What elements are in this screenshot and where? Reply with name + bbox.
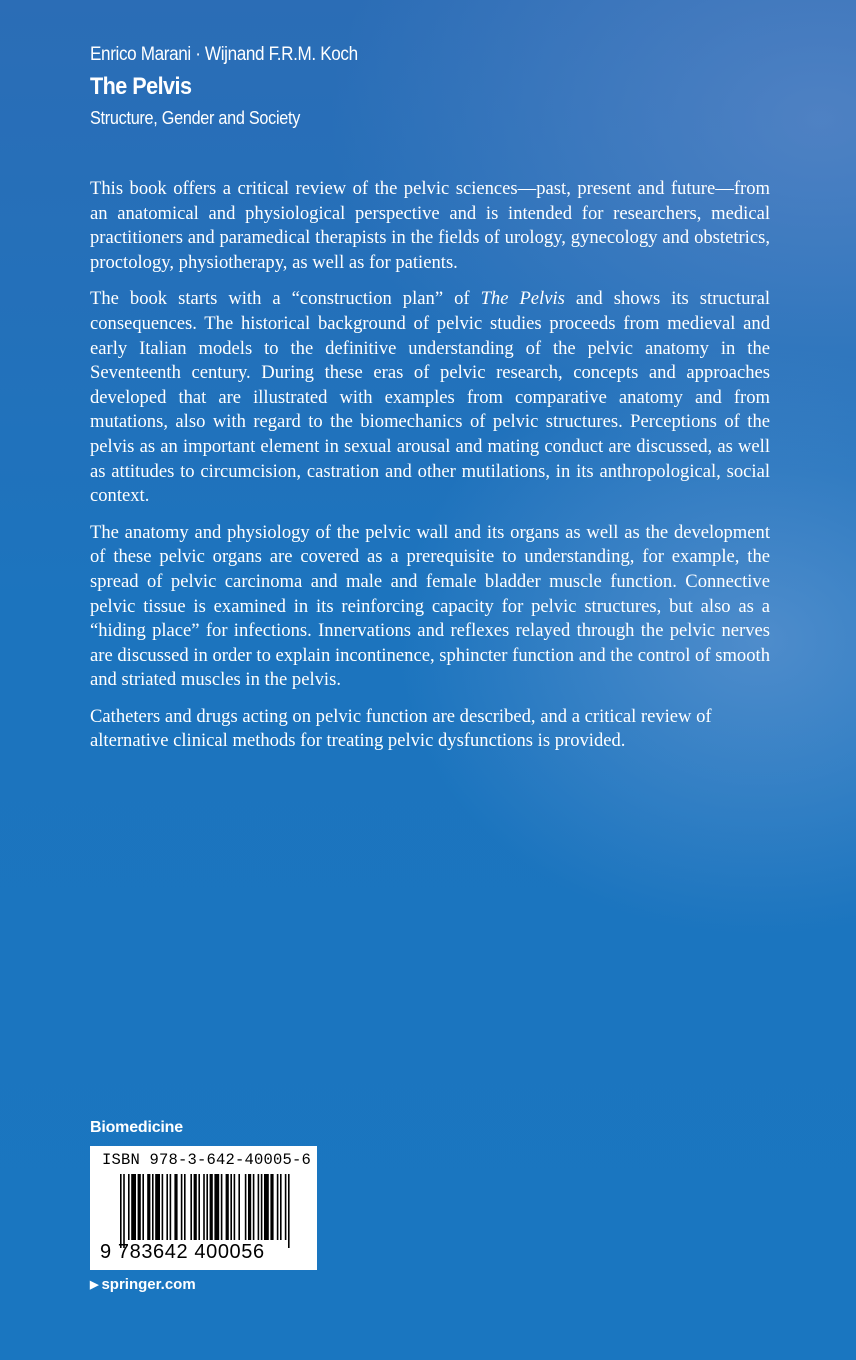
- barcode-bar: [184, 1174, 186, 1240]
- barcode-bar: [128, 1174, 130, 1240]
- barcode-bar: [198, 1174, 200, 1240]
- isbn-number: ISBN 978-3-642-40005-6: [102, 1151, 312, 1169]
- barcode-bar: [170, 1174, 172, 1240]
- blurb-paragraph-3: The anatomy and physiology of the pelvic wall and its organs as well as the development of these pelvic organs are covered as a prerequisite to understanding, for example, the spread of pelvic carcinoma and male and female bladder muscle function. Connective pelvic tissue is examined in its reinforcing capacity for pelvic structures, but also as a “hiding place” for infections. Innervations and reflexes relayed through the pelvic nerves are discussed in order to explain incontinence, sphincter function and the control of smooth and striated muscles in the pelvis.: [90, 521, 770, 691]
- barcode-bar: [166, 1174, 168, 1240]
- barcode-bar: [210, 1174, 213, 1240]
- blurb-paragraph-2-start: The book starts with a “construction plan” of: [90, 288, 481, 310]
- publisher-link[interactable]: [90, 1276, 196, 1293]
- barcode-bar: [214, 1174, 219, 1240]
- barcode-bar: [138, 1174, 141, 1240]
- barcode-bar: [206, 1174, 208, 1240]
- barcode-bar: [174, 1174, 177, 1240]
- barcode-bar: [258, 1174, 260, 1240]
- barcode-bar: [230, 1174, 232, 1240]
- book-subtitle: Structure, Gender and Society: [90, 108, 301, 128]
- barcode-bar: [253, 1174, 255, 1240]
- barcode-bar: [234, 1174, 236, 1240]
- barcode-bar: [261, 1174, 263, 1240]
- barcode-bar: [203, 1174, 205, 1240]
- barcode-bar: [155, 1174, 160, 1240]
- barcode-bar: [248, 1174, 251, 1240]
- category-label: Biomedicine: [90, 1119, 183, 1136]
- blurb-paragraph-1: This book offers a critical review of the pelvic sciences—past, present and future—from an anatomical and physiological perspective and is intended for researchers, medical practitioners and paramedical therapists in the fields of urology, gynecology and obstetrics, proctology, physiotherapy, as well as for patients.: [90, 178, 770, 273]
- blurb: [90, 177, 770, 766]
- authors: Enrico Marani · Wijnand F.R.M. Koch: [90, 44, 358, 65]
- barcode-bar: [270, 1174, 273, 1240]
- barcode-bar: [245, 1174, 247, 1240]
- barcode-bar: [221, 1174, 223, 1240]
- publisher-url: springer.com: [101, 1276, 196, 1293]
- barcode-bar: [194, 1174, 197, 1240]
- barcode-bar: [190, 1174, 192, 1240]
- book-title: The Pelvis: [90, 73, 192, 100]
- barcode-bar: [123, 1174, 125, 1248]
- barcode-bar: [142, 1174, 144, 1240]
- barcode-bar: [285, 1174, 287, 1240]
- barcode-bar: [288, 1174, 290, 1248]
- blurb-paragraph-4: Catheters and drugs acting on pelvic function are described, and a critical review of alternative clinical methods for treating pelvic dysfunctions is provided.: [90, 705, 712, 752]
- barcode-bar: [226, 1174, 229, 1240]
- barcode-bar: [131, 1174, 136, 1240]
- barcode-bar: [152, 1174, 154, 1240]
- barcode-bar: [238, 1174, 240, 1240]
- blurb-paragraph-2-end: and shows its structural consequences. The historical background of pelvic studies proceeds from medieval and early Italian models to the definitive understanding of the pelvic anatomy in the Seventeenth century. During these eras of pelvic research, concepts and approaches developed that are illustrated with examples from comparative anatomy and from mutations, also with regard to the biomechanics of pelvic structures. Perceptions of the pelvis as an important element in sexual arousal and mating conduct are discussed, as well as attitudes to circumcision, castration and other mutilations, in its anthropological, social context.: [90, 288, 771, 507]
- triangle-right-icon: ▶: [90, 1279, 99, 1291]
- barcode-bar: [277, 1174, 279, 1240]
- isbn-barcode: [90, 1146, 317, 1270]
- barcode-bar: [120, 1174, 122, 1248]
- barcode-bar: [162, 1174, 164, 1240]
- barcode-bar: [147, 1174, 150, 1240]
- barcode-bar: [181, 1174, 183, 1240]
- barcode-bar: [280, 1174, 282, 1240]
- blurb-italic-title: The Pelvis: [480, 288, 565, 310]
- barcode-digits: 9 783642 400056: [100, 1241, 265, 1263]
- blurb-paragraph-2: [90, 287, 770, 508]
- barcode-bar: [264, 1174, 269, 1240]
